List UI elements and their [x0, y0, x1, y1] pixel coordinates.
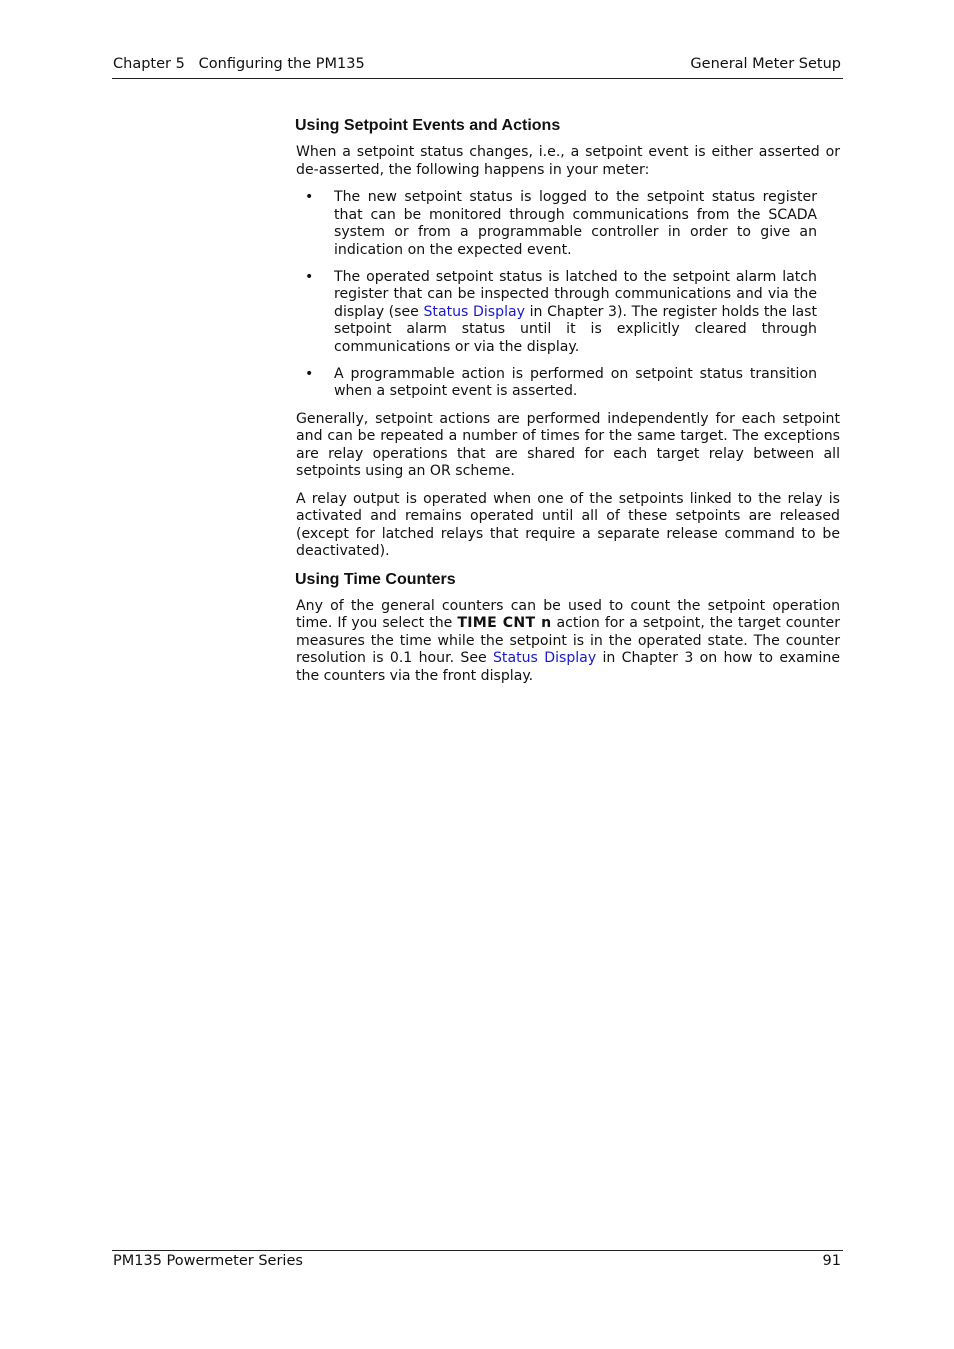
chapter-title: Chapter 5 Configuring the PM135: [113, 56, 365, 72]
heading-time-counters: Using Time Counters: [295, 570, 456, 588]
event-list: [296, 189, 840, 401]
actions-paragraph: Generally, setpoint actions are performed independently for each setpoint and can be repeated a number of times for the same target. The exceptions are relay operations that are shared for each target relay between all setpoints using an OR scheme.: [296, 410, 840, 479]
section-title: General Meter Setup: [690, 56, 841, 72]
list-item-text-pre: The operated setpoint status is latched to the setpoint alarm latch register that can be inspected through communications and via the display (see: [334, 268, 817, 320]
text-pre: Any of the general counters can be used to count the setpoint operation time. If you select the: [296, 597, 840, 631]
product-name: PM135 Powermeter Series: [113, 1253, 303, 1269]
text-mid: action for a setpoint, the target counter measures the time while the setpoint is in the operated state. The counter resolution is 0.1 hour. See: [296, 615, 841, 666]
page-header: [112, 54, 843, 79]
bullet-icon: •: [305, 268, 314, 285]
list-item-text-post: in Chapter 3). The register holds the last setpoint alarm status until it is explicitly cleared through communications or via the display.: [334, 303, 818, 355]
text-post: in Chapter 3 on how to examine the counters via the front display.: [296, 650, 840, 684]
page-number: 91: [822, 1253, 841, 1269]
bullet-icon: •: [305, 365, 314, 382]
list-item: [296, 189, 840, 259]
time-cnt-action: TIME CNT n: [457, 615, 552, 631]
heading-setpoint-events: Using Setpoint Events and Actions: [295, 117, 561, 134]
list-item: [296, 366, 840, 401]
list-item-text: A programmable action is performed on setpoint status transition when a setpoint event is asserted.: [334, 365, 817, 399]
status-display-link[interactable]: Status Display: [423, 303, 525, 320]
relay-paragraph: A relay output is operated when one of the setpoints linked to the relay is activated and remains operated until all of these setpoints are released (except for latched relays that require a separate release command to be deactivated).: [296, 490, 840, 559]
list-item: [296, 269, 840, 357]
intro-paragraph: When a setpoint status changes, i.e., a setpoint event is either asserted or de-asserted, the following happens in your meter:: [296, 144, 840, 178]
list-item-text: The new setpoint status is logged to the setpoint status register that can be monitored through communications from the SCADA system or from a programmable controller in order to give an indication on the expected event.: [334, 189, 817, 258]
bullet-icon: •: [305, 189, 314, 205]
page-content: [296, 117, 840, 695]
time-counters-paragraph: [296, 598, 840, 686]
page-footer: [112, 1250, 843, 1273]
status-display-link-2[interactable]: Status Display: [492, 650, 597, 666]
